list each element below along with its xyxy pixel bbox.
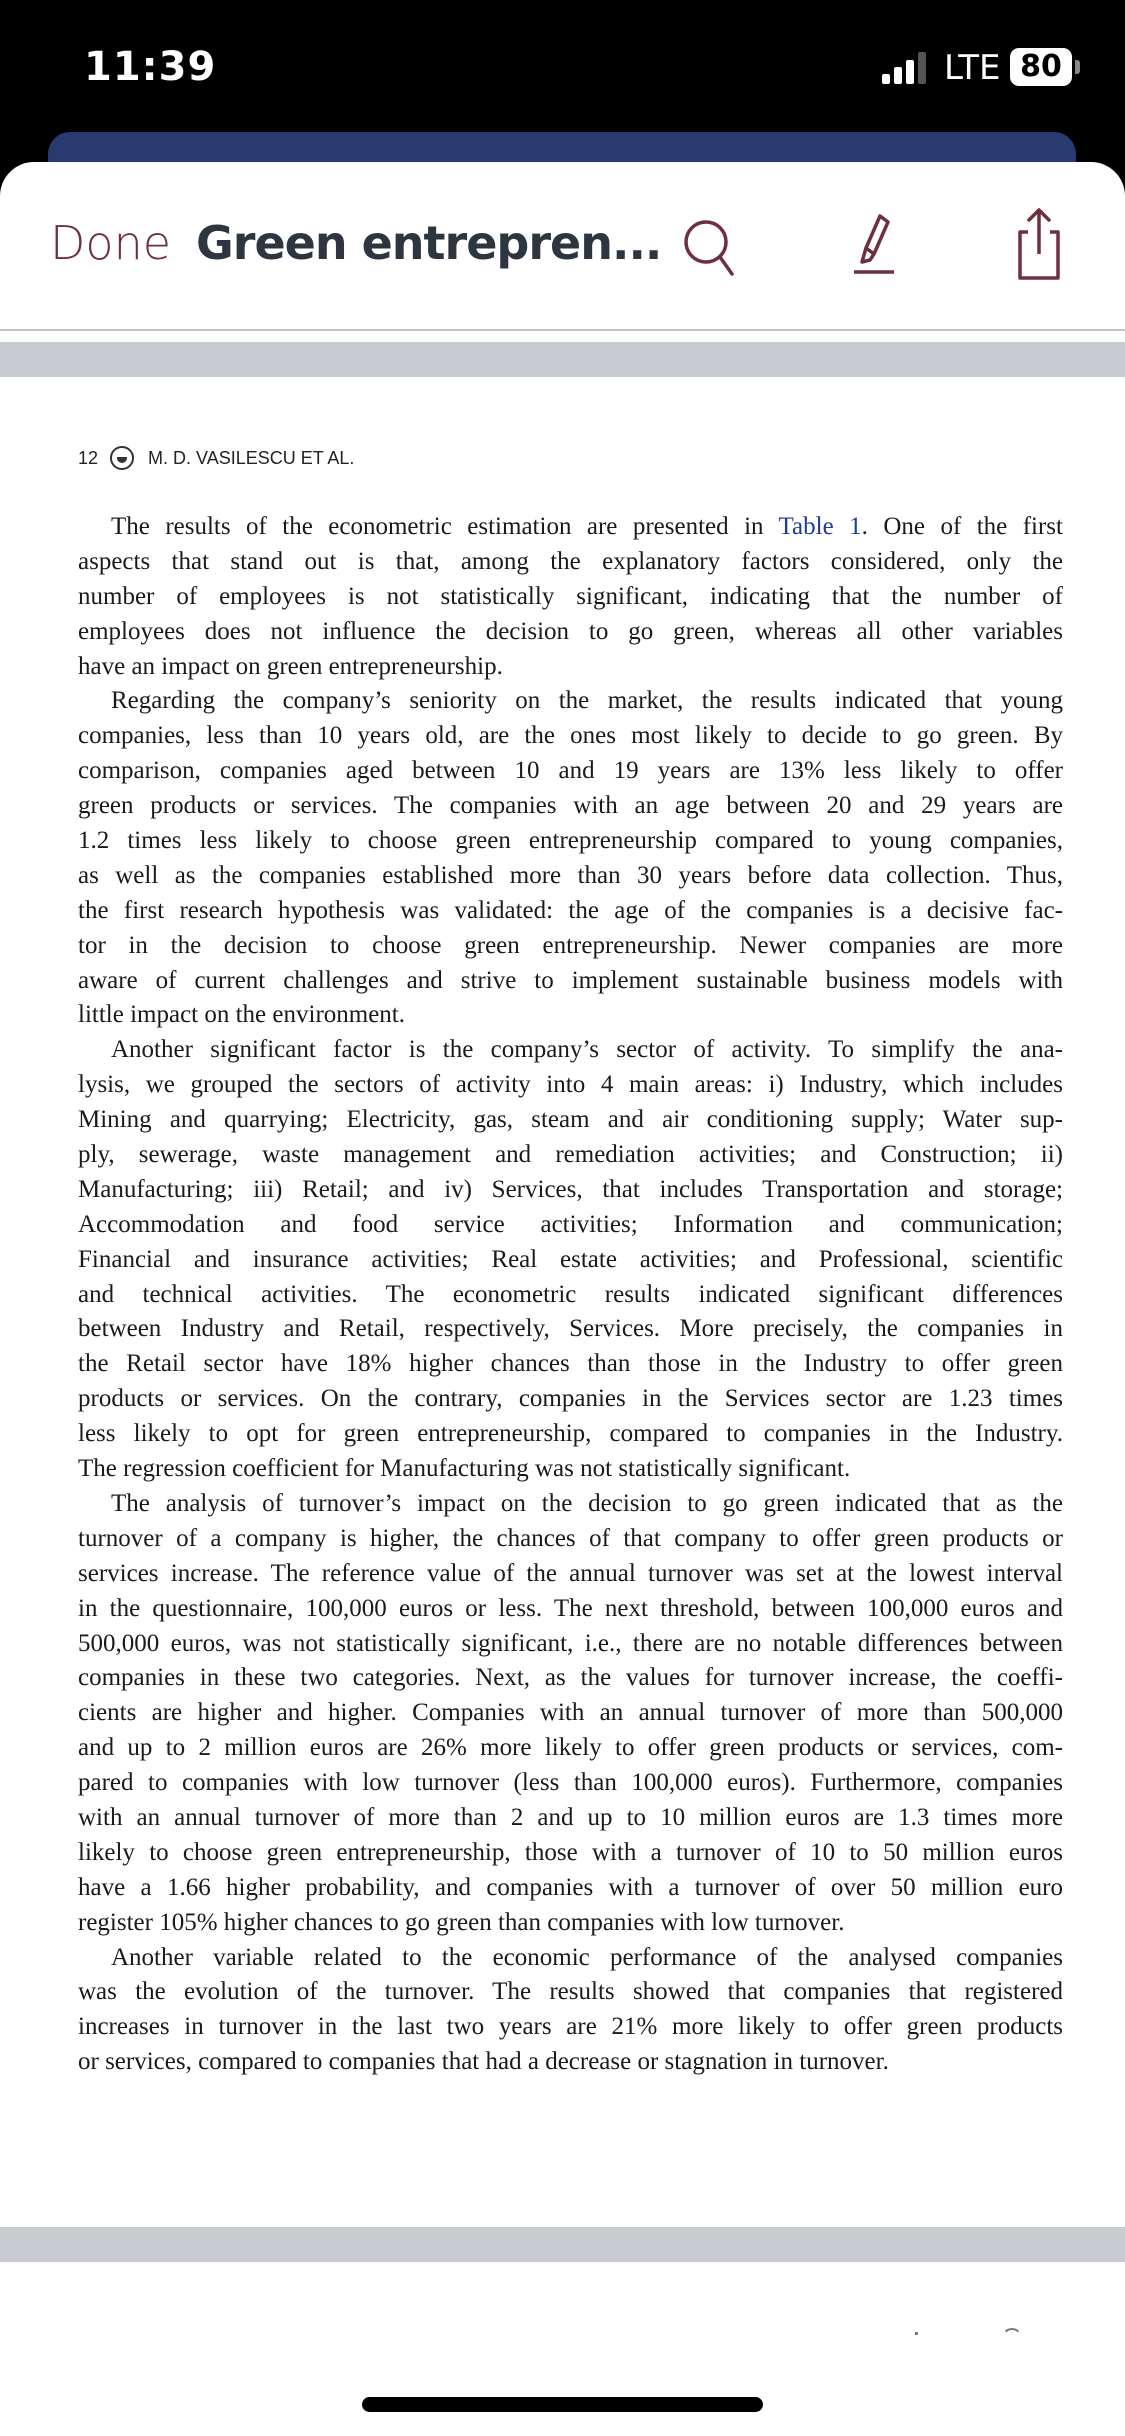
text-line-content: as well as the companies established more than 30 years before data collection. Thus, [78, 861, 1063, 889]
text-line [78, 1627, 1063, 1662]
scroll-indicator-icon [1002, 2328, 1022, 2348]
table-1-link[interactable]: Table 1 [778, 513, 862, 540]
text-segment: . One of the first [861, 513, 1063, 540]
page-indicator-dot [915, 2332, 918, 2335]
text-line [78, 1941, 1063, 1976]
text-line [78, 1906, 1063, 1941]
text-line [78, 929, 1063, 964]
text-line-content: pared to companies with low turnover (less than 100,000 euros). Furthermore, companies [78, 1769, 1063, 1797]
text-line-content: have a 1.66 higher probability, and companies with a turnover of over 50 million euro [78, 1873, 1063, 1901]
text-line-content: in the questionnaire, 100,000 euros or less. The next threshold, between 100,000 euros and [78, 1594, 1063, 1622]
text-line [78, 615, 1063, 650]
text-segment: The results of the econometric estimation are presented in [111, 513, 779, 540]
text-line-content: the Retail sector have 18% higher chances than those in the Industry to offer green [78, 1350, 1063, 1378]
text-line [78, 510, 1063, 545]
text-line [78, 650, 1063, 685]
text-line-content: Mining and quarrying; Electricity, gas, steam and air conditioning supply; Water sup- [78, 1106, 1063, 1134]
text-line-content: and up to 2 million euros are 26% more likely to offer green products or services, com- [78, 1734, 1063, 1762]
text-line-content: Regarding the company’s seniority on the market, the results indicated that young [111, 687, 1063, 715]
battery-tip [1075, 60, 1080, 74]
text-line [78, 754, 1063, 789]
text-line [78, 1522, 1063, 1557]
text-line [78, 1382, 1063, 1417]
text-line-content: employees does not influence the decision to go green, whereas all other variables [78, 617, 1063, 645]
text-line-content: aspects that stand out is that, among the explanatory factors considered, only the [78, 547, 1063, 575]
text-line [78, 1033, 1063, 1068]
text-line [78, 1696, 1063, 1731]
text-line-content: 500,000 euros, was not statistically significant, i.e., there are no notable differences between [78, 1629, 1063, 1657]
text-line [78, 1417, 1063, 1452]
text-line-content: increases in turnover in the last two years are 21% more likely to offer green products [78, 2013, 1063, 2041]
text-line-content: services increase. The reference value of the annual turnover was set at the lowest interval [78, 1559, 1063, 1587]
home-indicator[interactable] [362, 2397, 763, 2412]
text-line [78, 1243, 1063, 1278]
text-line [78, 684, 1063, 719]
search-icon[interactable] [676, 204, 746, 284]
status-time: 11:39 [84, 44, 217, 90]
text-line-content: was the evolution of the turnover. The results showed that companies that registered [78, 1978, 1063, 2006]
document-title: Green entrepren... [196, 216, 662, 270]
share-icon[interactable] [1004, 204, 1074, 284]
text-line [78, 824, 1063, 859]
toolbar-divider [0, 329, 1125, 331]
network-type: LTE [944, 48, 1001, 88]
text-line-content: the first research hypothesis was validated: the age of the companies is a decisive fac- [78, 896, 1063, 924]
text-line-content: between Industry and Retail, respectively, Services. More precisely, the companies in [78, 1315, 1063, 1343]
text-line [78, 1068, 1063, 1103]
text-line [78, 1766, 1063, 1801]
text-line [78, 1592, 1063, 1627]
text-line-content: Accommodation and food service activities; Information and communication; [78, 1210, 1063, 1238]
text-line-content: likely to choose green entrepreneurship, those with a turnover of 10 to 50 million euros [78, 1838, 1063, 1866]
text-line-content: Another significant factor is the company’s sector of activity. To simplify the ana- [111, 1036, 1063, 1064]
text-line-content: Manufacturing; iii) Retail; and iv) Services, that includes Transportation and storage; [78, 1175, 1063, 1203]
battery-icon [1010, 48, 1072, 86]
text-line-content: companies in these two categories. Next, as the values for turnover increase, the coeffi- [78, 1664, 1063, 1692]
text-line-content: cients are higher and higher. Companies with an annual turnover of more than 500,000 [78, 1699, 1063, 1727]
text-line-content: ply, sewerage, waste management and remediation activities; and Construction; ii) [78, 1141, 1063, 1169]
text-line [78, 1731, 1063, 1766]
text-line-content: little impact on the environment. [78, 1001, 406, 1029]
text-line [78, 1138, 1063, 1173]
text-line [78, 2045, 1063, 2080]
text-line-content: or services, compared to companies that had a decrease or stagnation in turnover. [78, 2048, 889, 2076]
page-gap-bottom [0, 2227, 1125, 2262]
viewer-toolbar [0, 196, 1125, 292]
text-line [78, 1801, 1063, 1836]
text-line-content: The regression coefficient for Manufacturing was not statistically significant. [78, 1455, 851, 1483]
text-line-content: products or services. On the contrary, companies in the Services sector are 1.23 times [78, 1385, 1063, 1413]
text-line-content: with an annual turnover of more than 2 and up to 10 million euros are 1.3 times more [78, 1803, 1063, 1831]
text-line [78, 1487, 1063, 1522]
text-line-content: and technical activities. The econometric results indicated significant differences [78, 1280, 1063, 1308]
text-line-content: green products or services. The companies with an age between 20 and 29 years are [78, 792, 1063, 820]
running-head [78, 444, 354, 472]
text-line [78, 1173, 1063, 1208]
text-line-content: Financial and insurance activities; Real estate activities; and Professional, scientific [78, 1245, 1063, 1273]
text-line [78, 719, 1063, 754]
text-line [78, 2010, 1063, 2045]
text-line [78, 1871, 1063, 1906]
text-line-content: less likely to opt for green entrepreneurship, compared to companies in the Industry. [78, 1420, 1063, 1448]
text-line-content: lysis, we grouped the sectors of activity into 4 main areas: i) Industry, which includes [78, 1071, 1063, 1099]
text-line-content: 1.2 times less likely to choose green entrepreneurship compared to young companies, [78, 827, 1063, 855]
article-body [78, 510, 1063, 2080]
text-line-content: The analysis of turnover’s impact on the decision to go green indicated that as the [111, 1489, 1063, 1517]
running-head-authors: M. D. VASILESCU ET AL. [148, 447, 355, 468]
battery-level: 80 [1020, 49, 1062, 84]
text-line [78, 1452, 1063, 1487]
text-line-content: register 105% higher chances to go green than companies with low turnover. [78, 1908, 845, 1936]
text-line-content: Another variable related to the economic performance of the analysed companies [111, 1943, 1063, 1971]
text-line [78, 1278, 1063, 1313]
text-line-content: tor in the decision to choose green entrepreneurship. Newer companies are more [78, 931, 1063, 959]
page-gap-top [0, 342, 1125, 377]
text-line-content: comparison, companies aged between 10 and 19 years are 13% less likely to offer [78, 757, 1063, 785]
text-line-content: companies, less than 10 years old, are the ones most likely to decide to go green. By [78, 722, 1063, 750]
text-line [78, 1312, 1063, 1347]
text-line [78, 1975, 1063, 2010]
text-line [78, 998, 1063, 1033]
text-line [78, 580, 1063, 615]
text-line [78, 1836, 1063, 1871]
page-number: 12 [78, 447, 99, 468]
journal-logo-icon [110, 446, 134, 470]
text-line [78, 859, 1063, 894]
text-line [78, 789, 1063, 824]
highlighter-icon[interactable] [838, 204, 908, 284]
text-line [78, 545, 1063, 580]
signal-icon [882, 52, 926, 84]
text-line [78, 1103, 1063, 1138]
text-line [78, 894, 1063, 929]
text-line-content: aware of current challenges and strive to implement sustainable business models with [78, 966, 1063, 994]
text-line [78, 1661, 1063, 1696]
text-line [78, 1557, 1063, 1592]
text-line [78, 1208, 1063, 1243]
text-line-content: number of employees is not statistically significant, indicating that the number of [78, 582, 1063, 610]
text-line-content: have an impact on green entrepreneurship. [78, 652, 503, 680]
text-line-content: turnover of a company is higher, the chances of that company to offer green products or [78, 1524, 1063, 1552]
text-line [78, 1347, 1063, 1382]
done-button[interactable]: Done [50, 216, 172, 270]
text-line [78, 964, 1063, 999]
